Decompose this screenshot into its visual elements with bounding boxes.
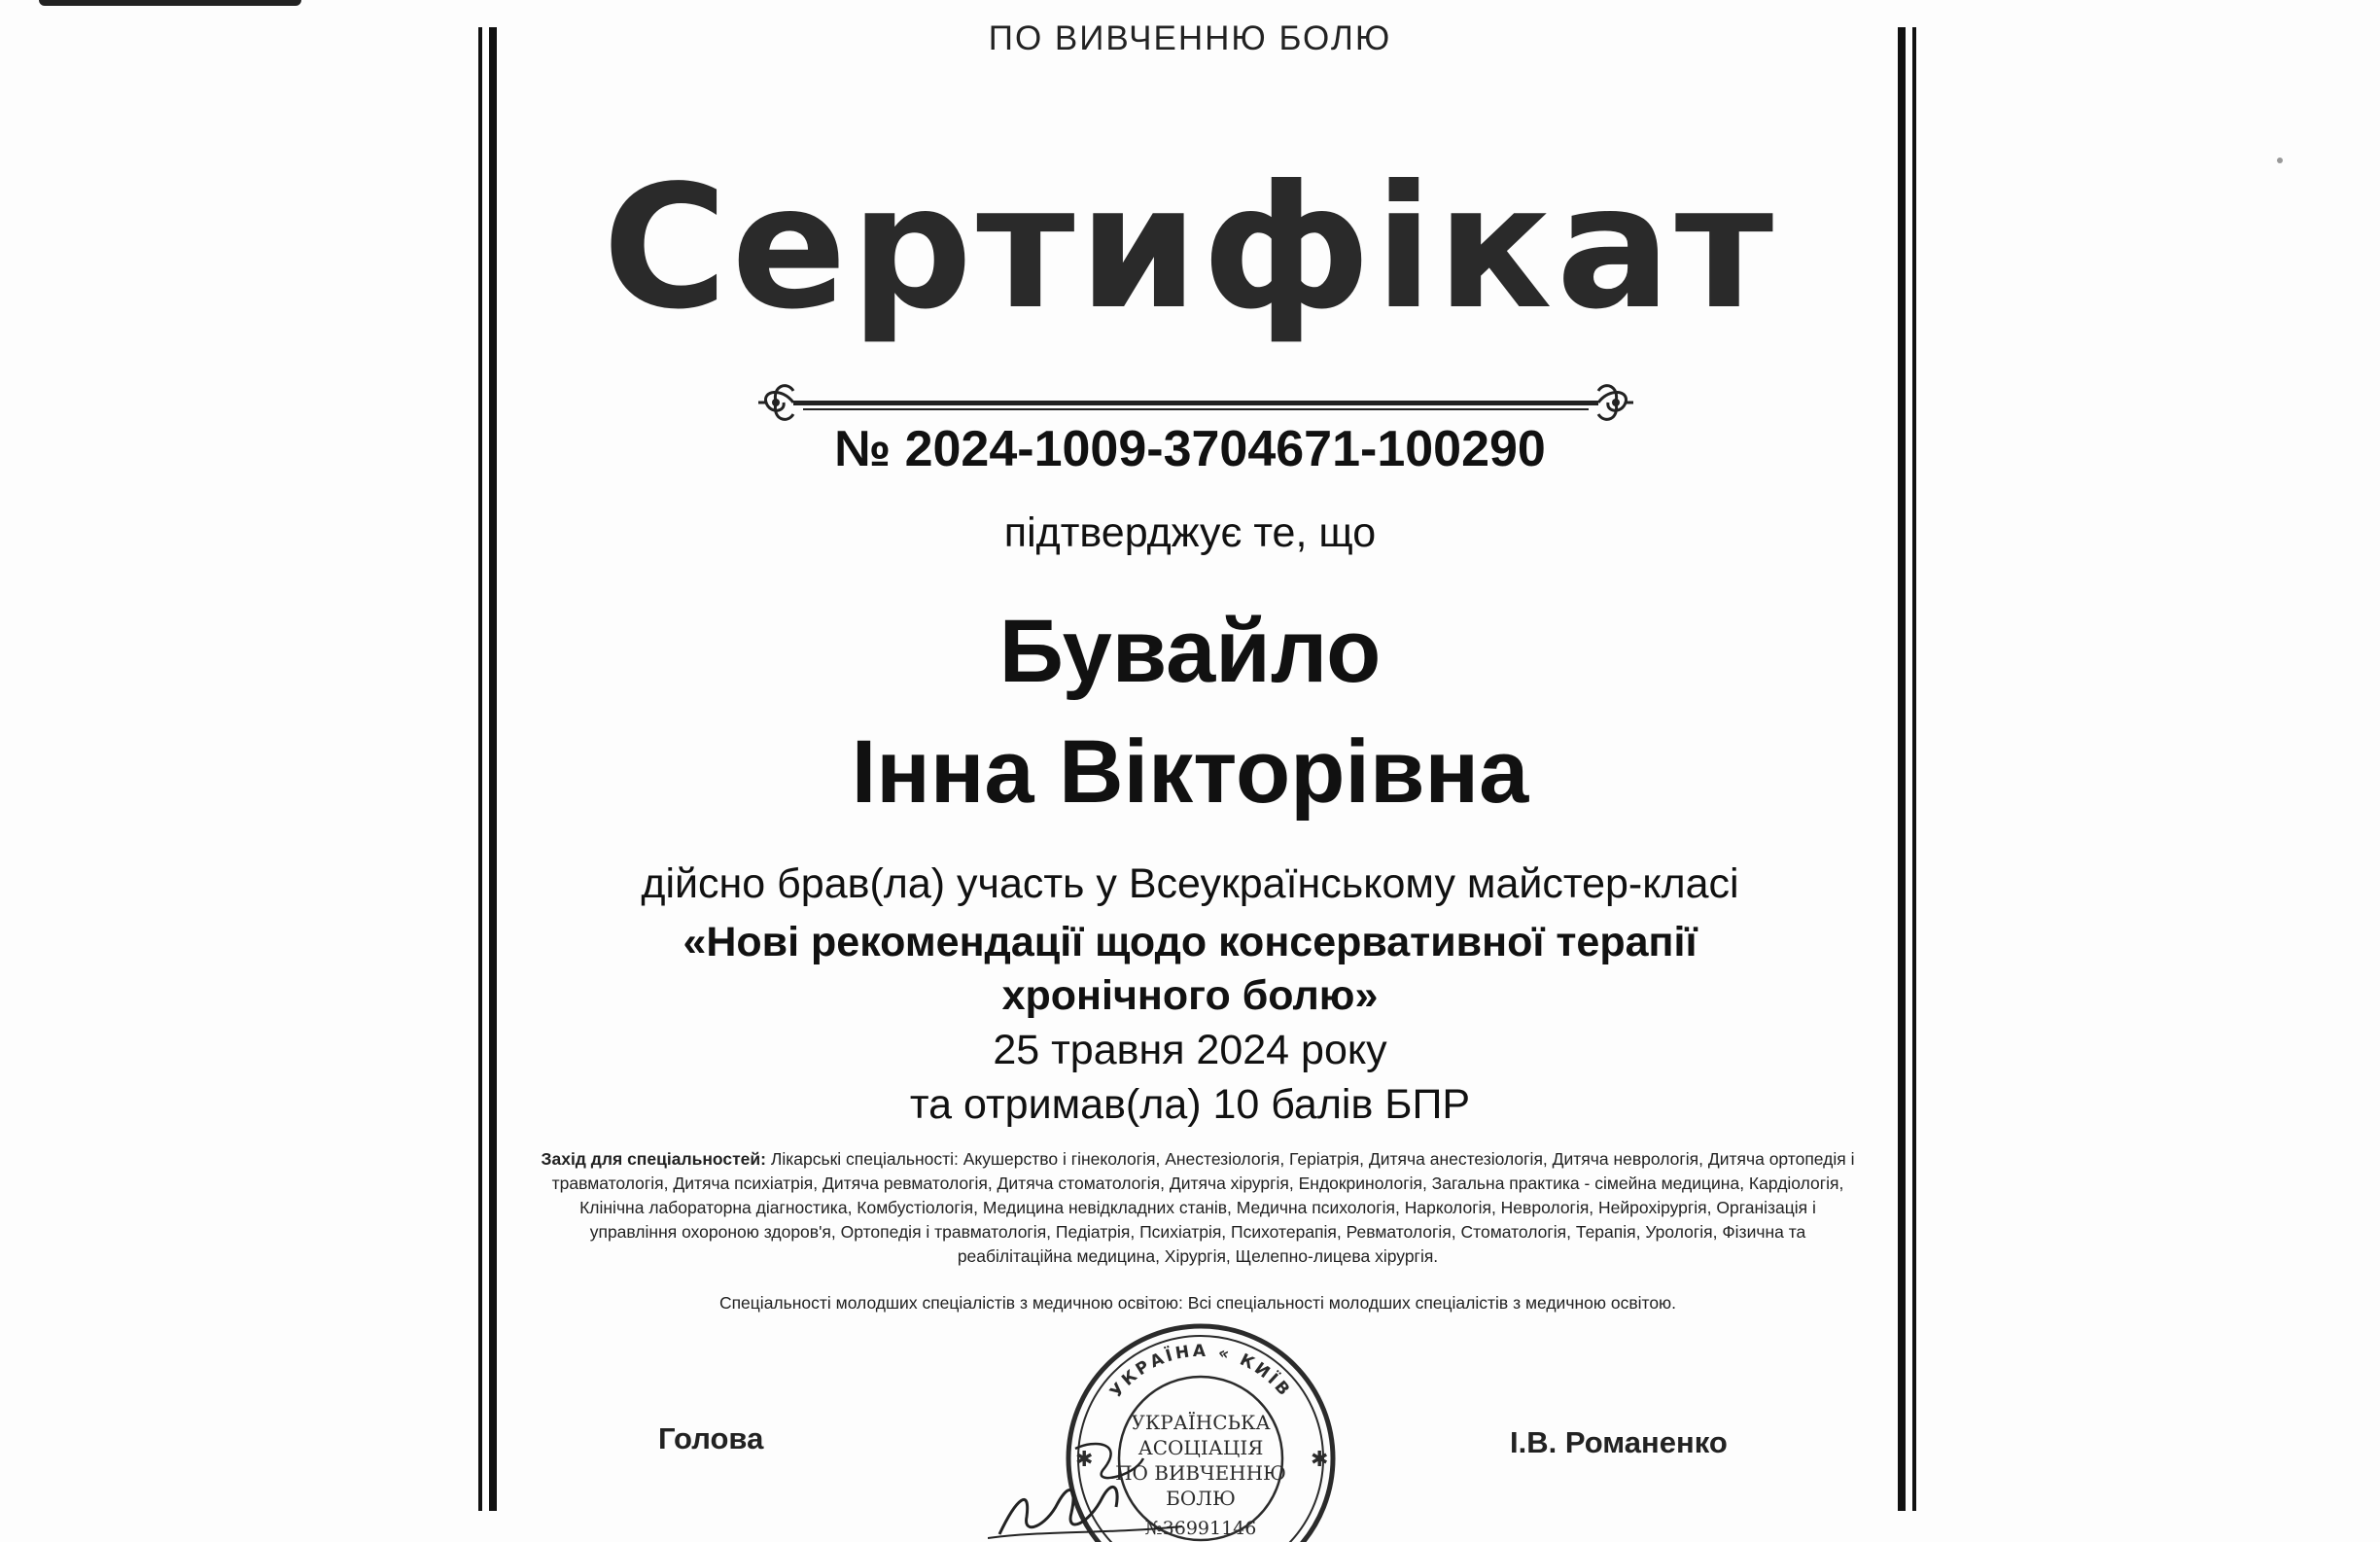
handwritten-signature — [988, 1429, 1260, 1542]
event-date: 25 травня 2024 року — [993, 1027, 1387, 1073]
certificate-title: Сертифікат — [602, 150, 1778, 347]
specialties-heading: Захід для спеціальностей: — [541, 1149, 766, 1169]
specialties-list — [537, 1147, 1859, 1269]
svg-text:УКРАЇНА « КИЇВ: УКРАЇНА « КИЇВ — [1106, 1341, 1295, 1402]
svg-text:✱: ✱ — [1075, 1448, 1094, 1472]
event-title-line-2: хронічного болю» — [1001, 972, 1379, 1019]
svg-text:АСОЦІАЦІЯ: АСОЦІАЦІЯ — [1138, 1436, 1264, 1459]
organization-header: ПО ВИВЧЕННЮ БОЛЮ — [988, 19, 1392, 57]
svg-text:БОЛЮ: БОЛЮ — [1166, 1487, 1236, 1510]
points-awarded: та отримав(ла) 10 балів БПР — [909, 1081, 1471, 1128]
specialties-text: Лікарські спеціальності: Акушерство і гінекологія, Анестезіологія, Геріатрія, Дитяча анестезіологія, Дитяча неврологія, Дитяча ортопедія і травматологія, Дитяча психіатрія, Дитяча ревматологія, Дитяча стоматологія, Дитяча хірургія, Ендокринологія, Загальна практика - сімейна медицина, Кардіологія, Клінічна лабораторна діагностика, Комбустіологія, Медицина невідкладних станів, Медична психологія, Наркологія, Неврологія, Нейрохірургія, Організація і управління охороною здоров'я, Ортопедія і травматологія, Педіатрія, Психіатрія, Психотерапія, Ревматологія, Стоматологія, Терапія, Урологія, Фізична та реабілітаційна медицина, Хірургія, Щелепно-лицева хірургія. — [551, 1149, 1855, 1266]
junior-specialties: Спеціальності молодших спеціалістів з медичною освітою: Всі спеціальності молодших спеціалістів з медичною освітою. — [718, 1293, 1677, 1313]
signatory-name: І.В. Романенко — [1510, 1425, 1728, 1459]
position-label: Голова — [658, 1421, 764, 1455]
event-title-line-1: «Нові рекомендації щодо консервативної терапії — [682, 919, 1698, 965]
recipient-given-names: Інна Вікторівна — [851, 722, 1529, 822]
recipient-surname: Бувайло — [998, 602, 1382, 701]
svg-text:✱: ✱ — [1311, 1448, 1329, 1472]
svg-text:УКРАЇНСЬКА: УКРАЇНСЬКА — [1131, 1411, 1271, 1434]
svg-text:ПО ВИВЧЕННЮ: ПО ВИВЧЕННЮ — [1115, 1461, 1286, 1485]
certificate-number: № 2024-1009-3704671-100290 — [834, 421, 1546, 477]
scan-smudge — [39, 0, 301, 6]
participation-text: дійсно брав(ла) участь у Всеукраїнському майстер-класі — [641, 860, 1739, 907]
confirms-text: підтверджує те, що — [1003, 509, 1377, 556]
svg-text:№36991146: №36991146 — [1144, 1518, 1257, 1539]
